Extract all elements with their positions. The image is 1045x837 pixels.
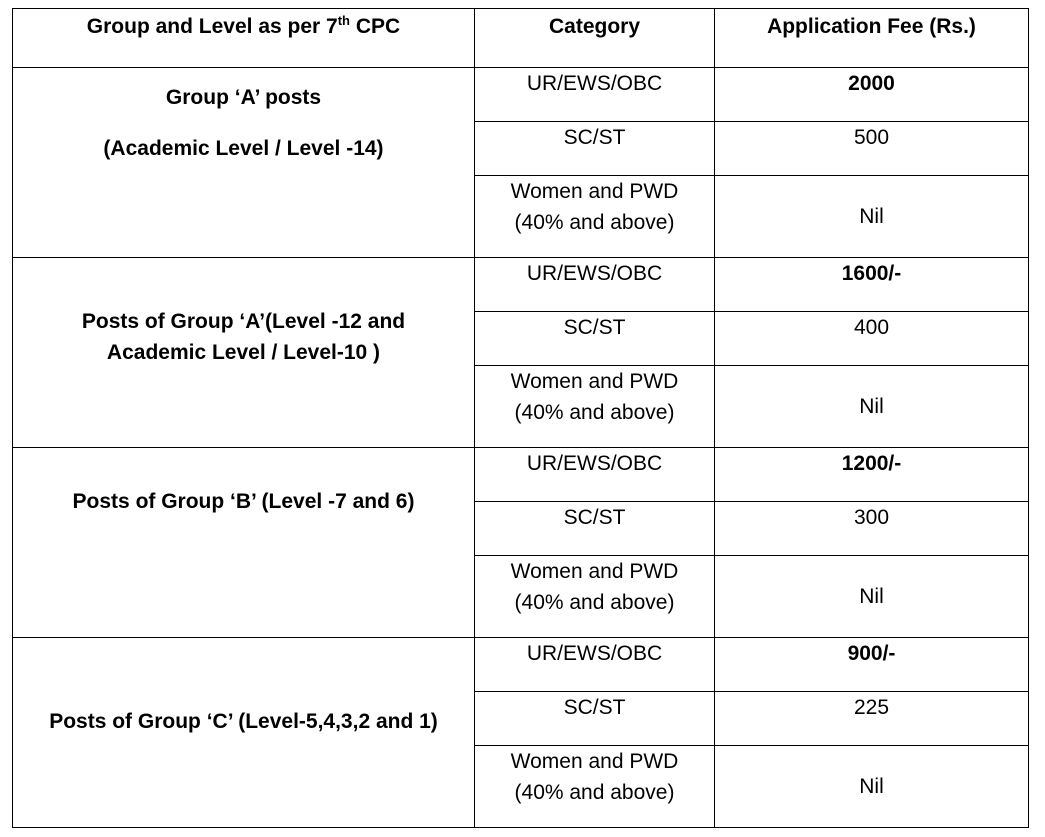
- fee-cell: Nil: [715, 556, 1029, 638]
- category-cell: UR/EWS/OBC: [475, 68, 715, 122]
- table-row: [13, 638, 1029, 692]
- fee-cell: 500: [715, 122, 1029, 176]
- category-cell: Women and PWD (40% and above): [475, 556, 715, 638]
- category-cell: SC/ST: [475, 312, 715, 366]
- group-title: Posts of Group ‘C’ (Level-5,4,3,2 and 1): [49, 710, 438, 733]
- group-title: Posts of Group ‘B’ (Level -7 and 6): [72, 490, 415, 513]
- group-cell: [13, 448, 475, 638]
- group-title: Group ‘A’ posts: [165, 86, 322, 109]
- group-cell: [13, 638, 475, 828]
- fee-cell: 900/-: [715, 638, 1029, 692]
- group-cell: [13, 68, 475, 258]
- category-cell: Women and PWD (40% and above): [475, 746, 715, 828]
- group-title: Posts of Group ‘A’(Level -12 and: [81, 310, 406, 333]
- group-cell: [13, 258, 475, 448]
- fee-cell: Nil: [715, 176, 1029, 258]
- header-superscript: th: [337, 13, 350, 28]
- category-cell: SC/ST: [475, 502, 715, 556]
- group-subtitle: Academic Level / Level-10 ): [106, 341, 381, 364]
- category-cell: UR/EWS/OBC: [475, 258, 715, 312]
- fee-cell: 2000: [715, 68, 1029, 122]
- category-cell: SC/ST: [475, 692, 715, 746]
- table-row: [13, 68, 1029, 122]
- group-subtitle: (Academic Level / Level -14): [103, 137, 384, 160]
- header-row: [13, 9, 1029, 68]
- category-cell: SC/ST: [475, 122, 715, 176]
- application-fee-table: [12, 8, 1028, 828]
- table-row: [13, 448, 1029, 502]
- header-application-fee: Application Fee (Rs.): [715, 9, 1029, 68]
- category-cell: Women and PWD (40% and above): [475, 366, 715, 448]
- fee-cell: 1600/-: [715, 258, 1029, 312]
- header-group-level: Group and Level as per 7th CPC: [13, 9, 475, 68]
- table-row: [13, 258, 1029, 312]
- category-cell: UR/EWS/OBC: [475, 638, 715, 692]
- fee-cell: 1200/-: [715, 448, 1029, 502]
- fee-cell: 300: [715, 502, 1029, 556]
- category-cell: Women and PWD (40% and above): [475, 176, 715, 258]
- fee-cell: 225: [715, 692, 1029, 746]
- header-category: Category: [475, 9, 715, 68]
- fee-cell: Nil: [715, 746, 1029, 828]
- category-cell: UR/EWS/OBC: [475, 448, 715, 502]
- fee-cell: 400: [715, 312, 1029, 366]
- fee-cell: Nil: [715, 366, 1029, 448]
